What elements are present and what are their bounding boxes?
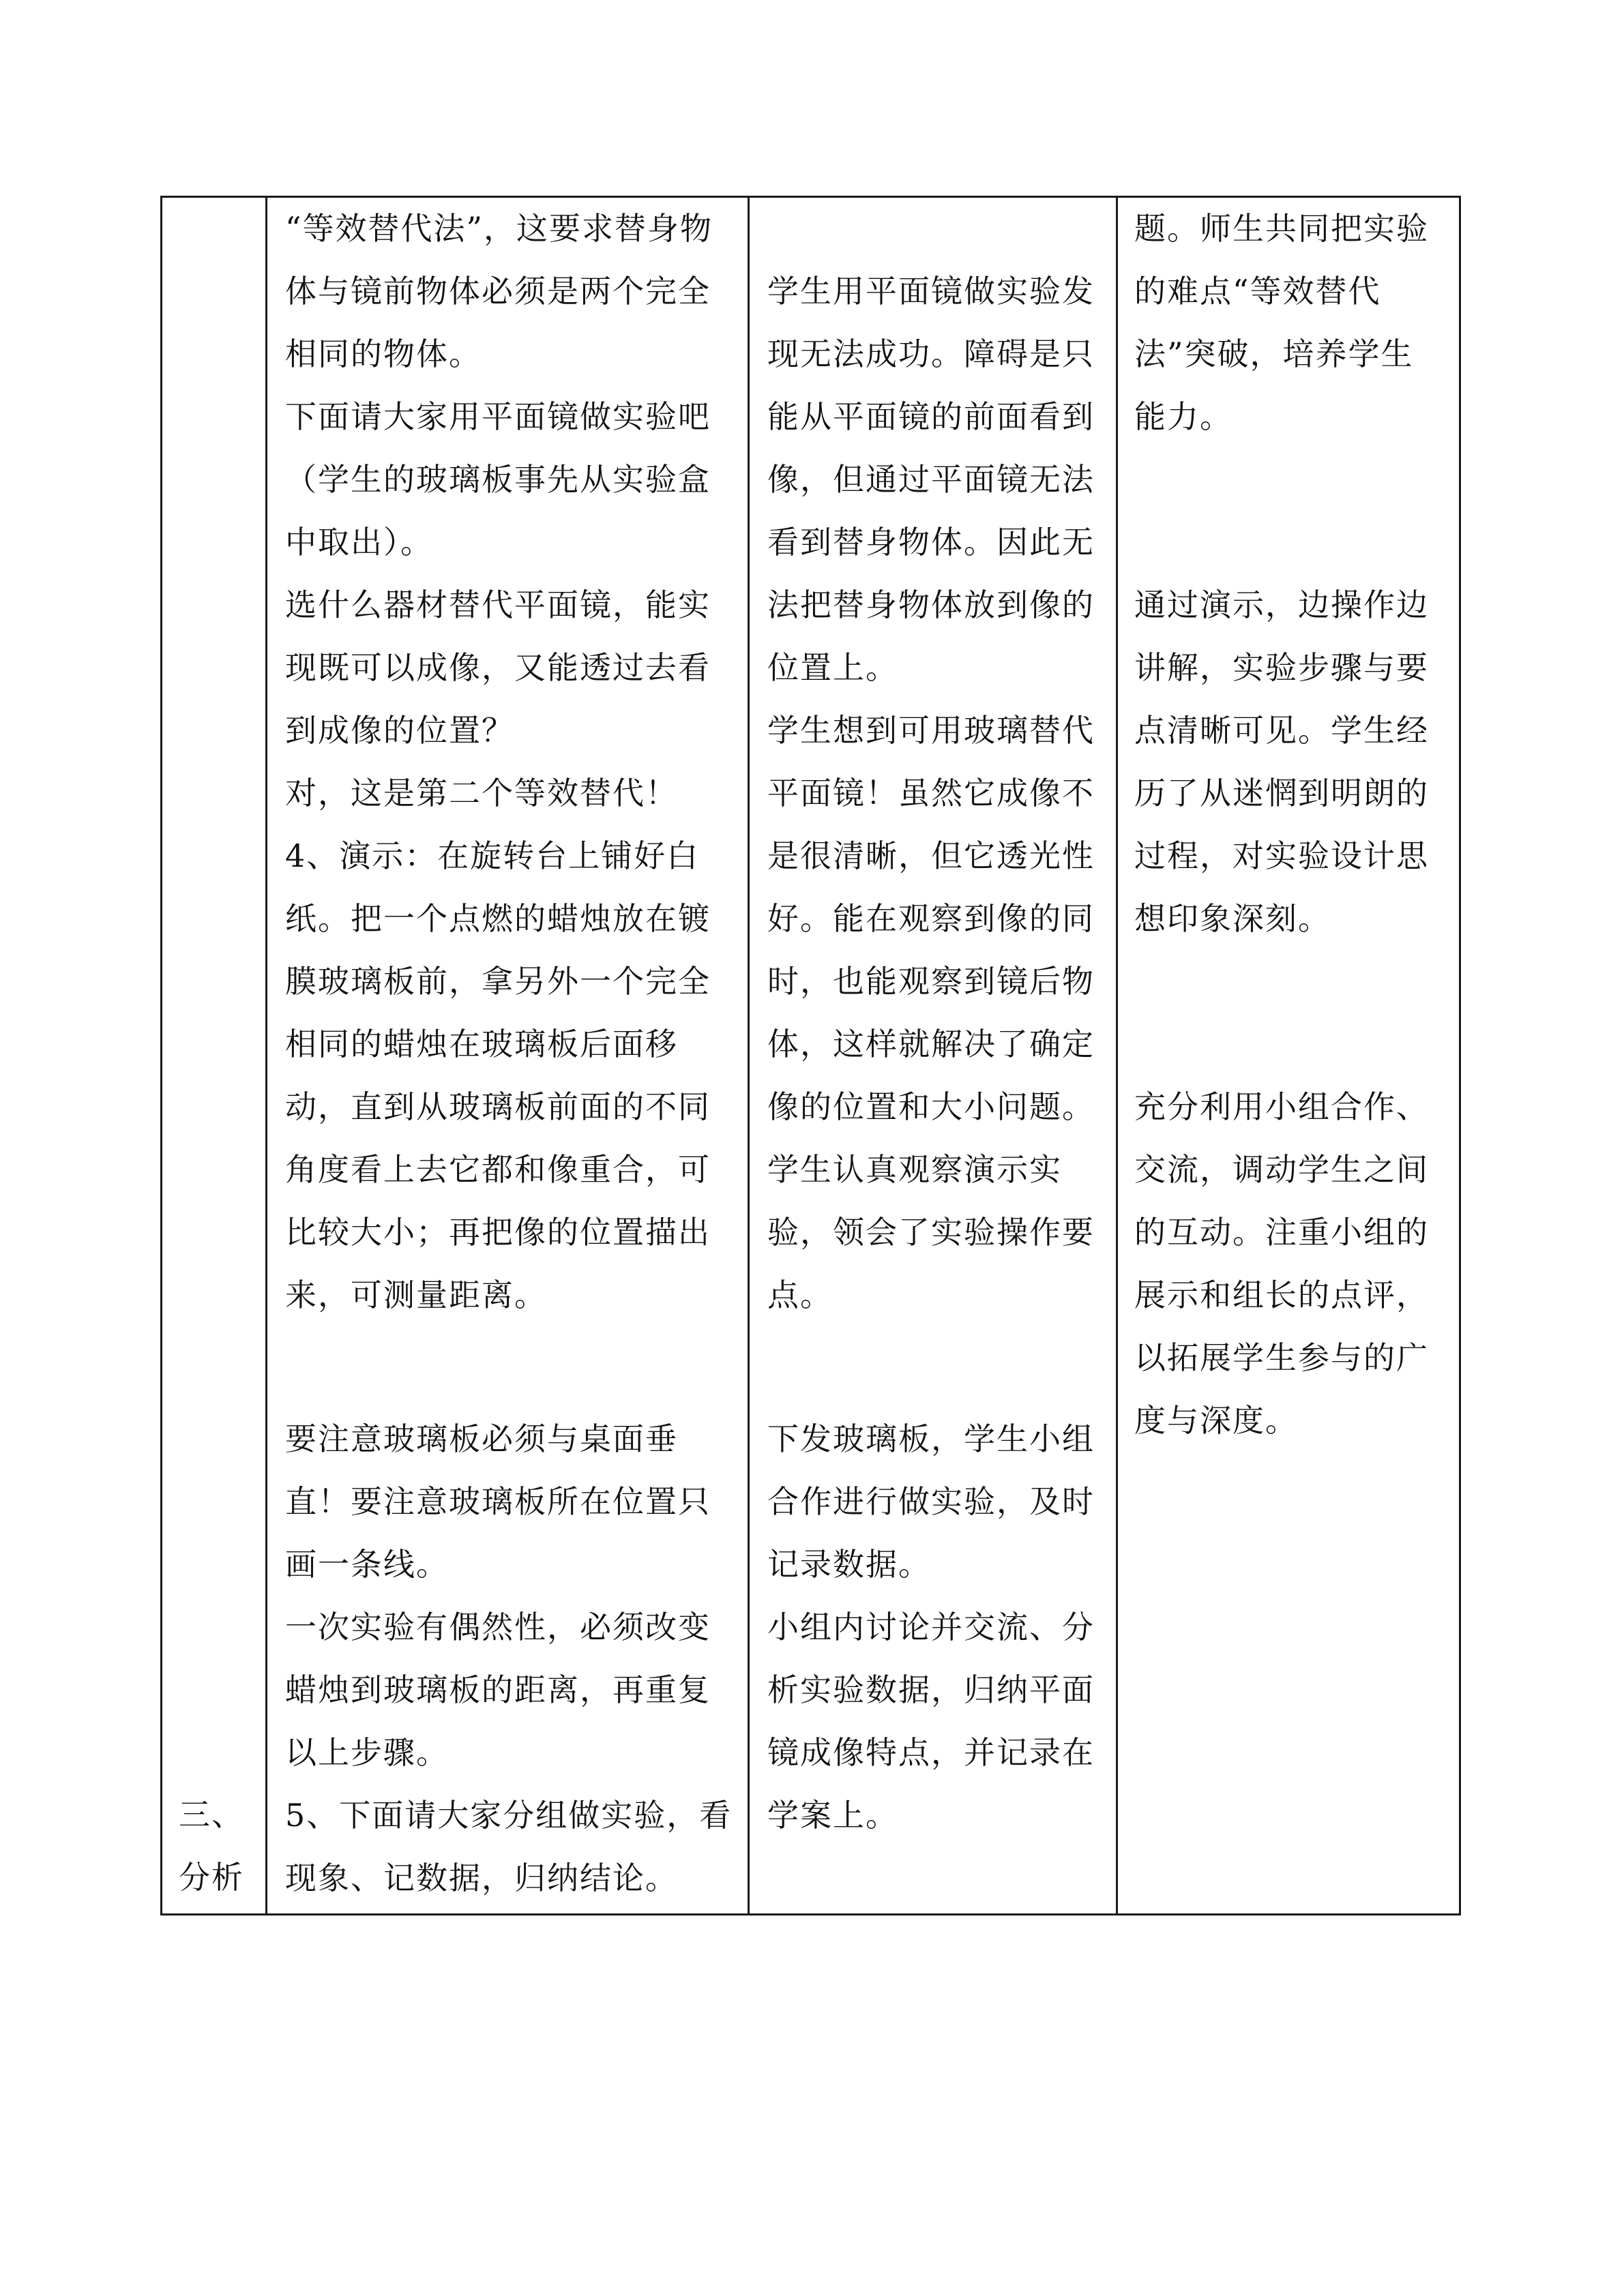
lesson-plan-table (160, 196, 1461, 1915)
text-line: 位置上。 (767, 649, 898, 686)
text-line: 小组内讨论并交流、分 (767, 1609, 1095, 1645)
text-line: 交流，调动学生之间 (1134, 1151, 1429, 1188)
text-line: 以拓展学生参与的广 (1134, 1339, 1429, 1376)
text-line: 讲解，实验步骤与要 (1134, 649, 1429, 686)
section-column (162, 198, 265, 1913)
text-line: 现象、记数据，归纳结论。 (285, 1860, 678, 1896)
text-line: 时，也能观察到镜后物 (767, 963, 1095, 1000)
text-line: 动，直到从玻璃板前面的不同 (285, 1088, 711, 1125)
text-line: 看到替身物体。因此无 (767, 524, 1095, 561)
text-line: 析实验数据，归纳平面 (767, 1671, 1095, 1708)
text-line: 像，但通过平面镜无法 (767, 461, 1095, 498)
text-line: 选什么器材替代平面镜，能实 (285, 586, 711, 623)
text-line: 画一条线。 (285, 1546, 449, 1583)
text-line: 蜡烛到玻璃板的距离，再重复 (285, 1671, 711, 1708)
text-line: 合作进行做实验，及时 (767, 1483, 1095, 1520)
text-line: 一次实验有偶然性，必须改变 (285, 1609, 711, 1645)
text-line: 现无法成功。障碍是只 (767, 336, 1095, 372)
text-line: 学生想到可用玻璃替代 (767, 712, 1095, 749)
text-line: 过程，对实验设计思 (1134, 837, 1429, 874)
text-line: 能力。 (1134, 398, 1232, 435)
text-line: 好。能在观察到像的同 (767, 900, 1095, 937)
text-line: 点清晰可见。学生经 (1134, 712, 1429, 749)
text-line: 法把替身物体放到像的 (767, 586, 1095, 623)
text-line: 镜成像特点，并记录在 (767, 1734, 1095, 1771)
text-line: 来，可测量距离。 (285, 1277, 547, 1313)
text-line: 学生认真观察演示实 (767, 1151, 1062, 1188)
text-line: 对，这是第二个等效替代！ (285, 775, 678, 811)
text-line: 体与镜前物体必须是两个完全 (285, 273, 711, 310)
text-line: 要注意玻璃板必须与桌面垂 (285, 1420, 678, 1457)
text-line: 通过演示，边操作边 (1134, 586, 1429, 623)
text-line: 现既可以成像，又能透过去看 (285, 649, 711, 686)
design-intent-column (1118, 198, 1459, 1913)
text-line: 历了从迷惘到明朗的 (1134, 775, 1429, 811)
text-line: 平面镜！虽然它成像不 (767, 775, 1095, 811)
text-line: 法”突破，培养学生 (1134, 336, 1414, 372)
text-line: 展示和组长的点评， (1134, 1277, 1429, 1313)
text-line: 以上步骤。 (285, 1734, 449, 1771)
text-line: 下发玻璃板，学生小组 (767, 1420, 1095, 1457)
text-line: 是很清晰，但它透光性 (767, 837, 1095, 874)
text-line: 充分利用小组合作、 (1134, 1088, 1429, 1125)
text-line: 的互动。注重小组的 (1134, 1214, 1429, 1251)
text-line: 点。 (767, 1277, 833, 1313)
text-line: “等效替代法”，这要求替身物 (285, 210, 713, 247)
text-line: 相同的物体。 (285, 336, 482, 372)
text-line: 4、演示：在旋转台上铺好白 (285, 837, 700, 874)
text-line: 相同的蜡烛在玻璃板后面移 (285, 1026, 678, 1062)
text-line: 度与深度。 (1134, 1402, 1298, 1439)
text-line: 像的位置和大小问题。 (767, 1088, 1095, 1125)
text-line: 比较大小；再把像的位置描出 (285, 1214, 711, 1251)
text-line: 学案上。 (767, 1797, 898, 1834)
text-line: 体，这样就解决了确定 (767, 1026, 1095, 1062)
text-line: 验，领会了实验操作要 (767, 1214, 1095, 1251)
text-line: 学生用平面镜做实验发 (767, 273, 1095, 310)
text-line: （学生的玻璃板事先从实验盒 (285, 461, 711, 498)
student-activity-column (750, 198, 1116, 1913)
text-line: 想印象深刻。 (1134, 900, 1331, 937)
text-line: 的难点“等效替代 (1134, 273, 1381, 310)
text-line: 角度看上去它都和像重合，可 (285, 1151, 711, 1188)
text-line: 膜玻璃板前，拿另外一个完全 (285, 963, 711, 1000)
text-line: 记录数据。 (767, 1546, 931, 1583)
text-line: 5、下面请大家分组做实验，看 (285, 1797, 733, 1834)
text-line: 直！要注意玻璃板所在位置只 (285, 1483, 711, 1520)
text-line: 题。师生共同把实验 (1134, 210, 1429, 247)
text-line: 到成像的位置？ (285, 712, 514, 749)
section-label: 三、 (179, 1796, 244, 1833)
text-line: 中取出）。 (285, 524, 433, 561)
teacher-activity-column (267, 198, 748, 1913)
section-label: 分析 (179, 1859, 244, 1896)
text-line: 下面请大家用平面镜做实验吧 (285, 398, 711, 435)
text-line: 能从平面镜的前面看到 (767, 398, 1095, 435)
text-line: 纸。把一个点燃的蜡烛放在镀 (285, 900, 711, 937)
